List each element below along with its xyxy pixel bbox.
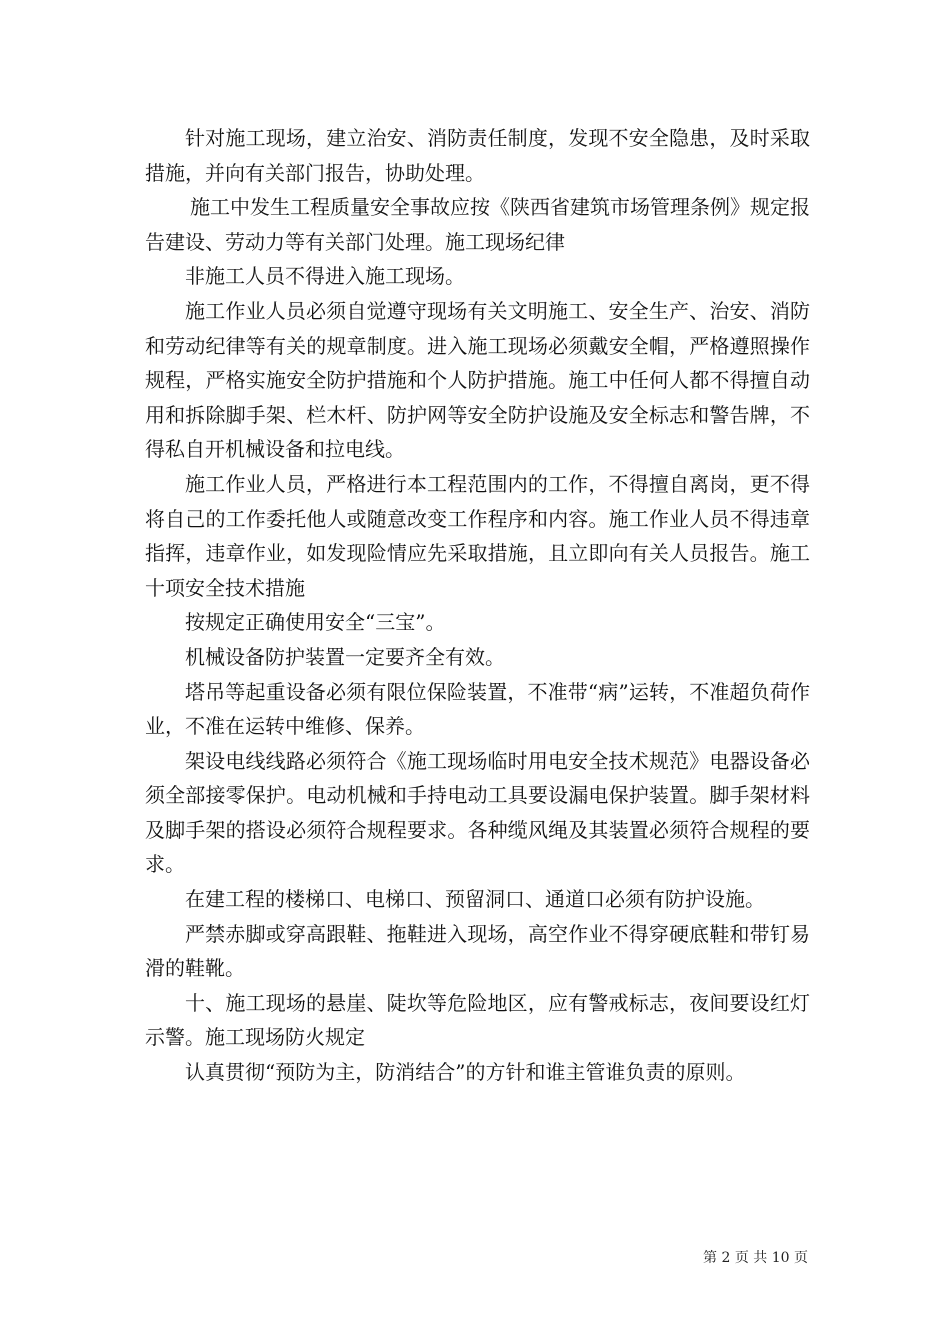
paragraph: 非施工人员不得进入施工现场。: [185, 264, 465, 289]
paragraph: 严禁赤脚或穿高跟鞋、拖鞋进入现场，高空作业不得穿硬底鞋和带钉易滑的鞋靴。: [145, 921, 810, 981]
paragraph: 十、施工现场的悬崖、陡坎等危险地区，应有警戒标志，夜间要设红灯示警。施工现场防火规定: [145, 990, 810, 1050]
paragraph: 施工中发生工程质量安全事故应按《陕西省建筑市场管理条例》规定报告建设、劳动力等有关部门处理。施工现场纪律: [145, 195, 810, 254]
paragraph: 在建工程的楼梯口、电梯口、预留洞口、通道口必须有防护设施。: [185, 887, 765, 912]
paragraph: 塔吊等起重设备必须有限位保险装置，不准带“病”运转，不准超负荷作业，不准在运转中维修、保养。: [145, 679, 810, 739]
paragraph: 按规定正确使用安全“三宝”。: [185, 610, 446, 635]
body-text: [145, 121, 810, 1090]
paragraph: 机械设备防护装置一定要齐全有效。: [185, 644, 505, 669]
paragraph: 施工作业人员必须自觉遵守现场有关文明施工、安全生产、治安、消防和劳动纪律等有关的规章制度。进入施工现场必须戴安全帽，严格遵照操作规程，严格实施安全防护措施和个人防护措施。施工中任何人都不得擅自动用和拆除脚手架、栏木杆、防护网等安全防护设施及安全标志和警告牌，不得私自开机械设备和拉电线。: [145, 298, 810, 462]
paragraph: 施工作业人员，严格进行本工程范围内的工作，不得擅自离岗，更不得将自己的工作委托他人或随意改变工作程序和内容。施工作业人员不得违章指挥，违章作业，如发现险情应先采取措施，且立即向有关人员报告。施工十项安全技术措施: [145, 471, 810, 600]
paragraph: 认真贯彻“预防为主，防消结合”的方针和谁主管谁负责的原则。: [185, 1060, 746, 1085]
page-number: 第 2 页 共 10 页: [703, 1250, 808, 1266]
paragraph: 架设电线线路必须符合《施工现场临时用电安全技术规范》电器设备必须全部接零保护。电动机械和手持电动工具要设漏电保护装置。脚手架材料及脚手架的搭设必须符合规程要求。各种缆风绳及其装置必须符合规程的要求。: [145, 748, 810, 877]
paragraph: 针对施工现场，建立治安、消防责任制度，发现不安全隐患，及时采取措施，并向有关部门报告，协助处理。: [145, 126, 810, 185]
